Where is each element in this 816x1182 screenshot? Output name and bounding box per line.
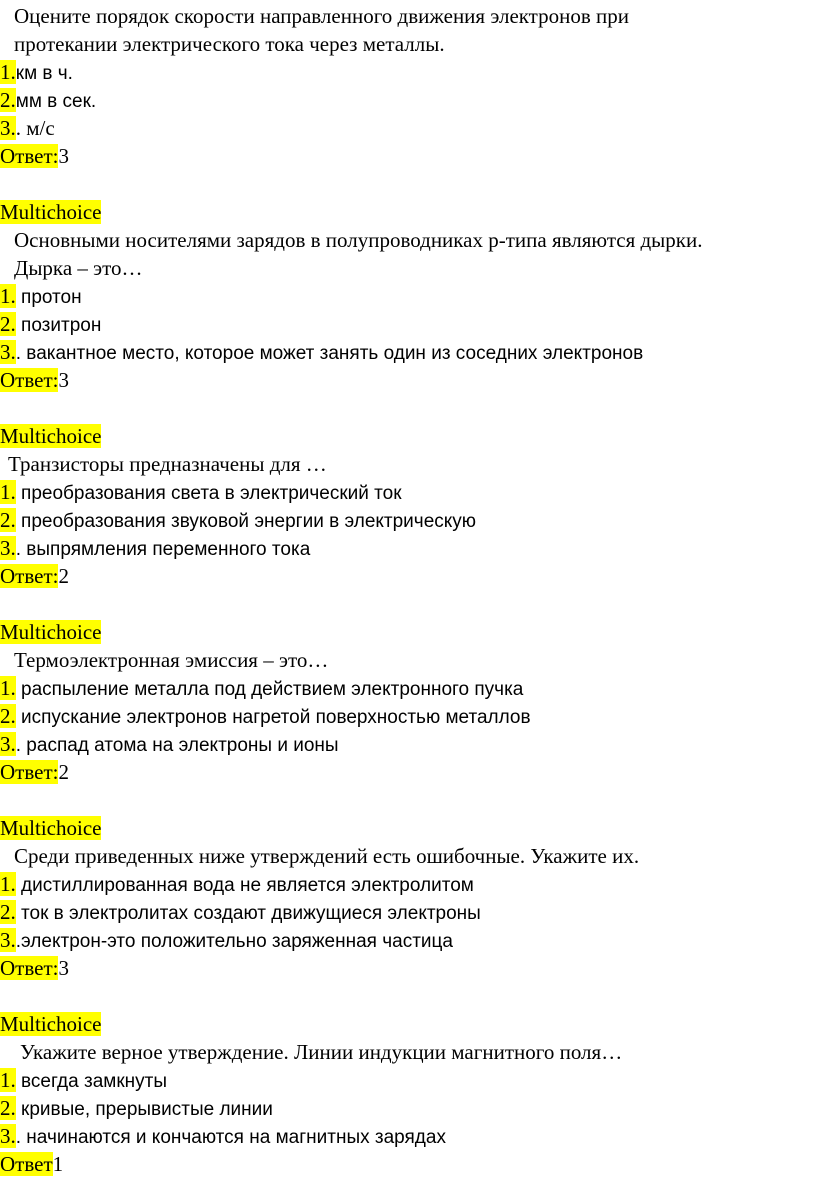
option-number: 2. xyxy=(0,508,16,532)
option-text: всегда замкнуты xyxy=(15,1071,167,1092)
option-3 xyxy=(0,1122,446,1150)
option-text: испускание электронов нагретой поверхностью металлов xyxy=(15,707,531,728)
question-text: Среди приведенных ниже утверждений есть ошибочные. Укажите их. xyxy=(14,844,640,868)
option-number: 2. xyxy=(0,312,16,336)
option-text: ток в электролитах создают движущиеся электроны xyxy=(15,903,481,924)
option-text: протон xyxy=(15,287,82,308)
option-number: 1. xyxy=(0,676,16,700)
option-1 xyxy=(0,870,474,898)
answer-label: Ответ: xyxy=(0,368,59,392)
option-2 xyxy=(0,86,96,114)
question-text: Основными носителями зарядов в полупроводниках p-типа являются дырки. xyxy=(14,228,703,252)
option-number: 2. xyxy=(0,88,16,112)
question-type xyxy=(0,422,101,450)
option-number: 3. xyxy=(0,536,16,560)
answer-line xyxy=(0,954,69,982)
answer-label: Ответ xyxy=(0,1152,53,1176)
option-text: . начинаются и кончаются на магнитных зарядах xyxy=(15,1127,446,1148)
option-number: 2. xyxy=(0,900,16,924)
option-3 xyxy=(0,730,339,758)
answer-line xyxy=(0,562,69,590)
answer-value: 2 xyxy=(58,760,69,784)
answer-label: Ответ: xyxy=(0,144,59,168)
option-text: . вакантное место, которое может занять один из соседних электронов xyxy=(15,343,644,364)
answer-line xyxy=(0,758,69,786)
question-text: Оцените порядок скорости направленного движения электронов при xyxy=(14,4,629,28)
option-number: 1. xyxy=(0,284,16,308)
option-number: 2. xyxy=(0,704,16,728)
option-3 xyxy=(0,338,643,366)
question-type xyxy=(0,618,101,646)
option-number: 3. xyxy=(0,732,16,756)
option-3 xyxy=(0,534,310,562)
option-number: 2. xyxy=(0,1096,16,1120)
option-number: 3. xyxy=(0,928,16,952)
option-text: распыление металла под действием электронного пучка xyxy=(15,679,524,700)
option-number: 3. xyxy=(0,1124,16,1148)
answer-value: 3 xyxy=(58,144,69,168)
answer-line xyxy=(0,1150,63,1178)
option-text: кривые, прерывистые линии xyxy=(15,1099,273,1120)
option-2 xyxy=(0,702,531,730)
option-1 xyxy=(0,58,73,86)
question-type-label: Multichoice xyxy=(0,424,102,448)
answer-value: 2 xyxy=(58,564,69,588)
question-type xyxy=(0,814,101,842)
option-number: 3. xyxy=(0,116,16,140)
option-text: преобразования света в электрический ток xyxy=(15,483,402,504)
answer-value: 1 xyxy=(52,1152,64,1176)
question-text: Укажите верное утверждение. Линии индукции магнитного поля… xyxy=(20,1040,623,1064)
answer-line xyxy=(0,366,69,394)
option-number: 1. xyxy=(0,480,16,504)
option-2 xyxy=(0,506,476,534)
option-1 xyxy=(0,1066,167,1094)
question-type xyxy=(0,198,101,226)
question-type-label: Multichoice xyxy=(0,620,102,644)
answer-line xyxy=(0,142,69,170)
option-3 xyxy=(0,926,453,954)
option-number: 3. xyxy=(0,340,16,364)
option-text: . м/с xyxy=(15,116,55,140)
option-number: 1. xyxy=(0,1068,16,1092)
answer-value: 3 xyxy=(58,956,69,980)
option-1 xyxy=(0,282,82,310)
option-1 xyxy=(0,478,402,506)
option-text: преобразования звуковой энергии в электрическую xyxy=(15,511,477,532)
question-text: протекании электрического тока через металлы. xyxy=(14,32,445,56)
question-text: Дырка – это… xyxy=(14,256,143,280)
option-text: мм в сек. xyxy=(15,91,97,112)
question-type-label: Multichoice xyxy=(0,200,102,224)
answer-label: Ответ: xyxy=(0,956,59,980)
option-text: км в ч. xyxy=(15,63,73,84)
option-2 xyxy=(0,1094,273,1122)
option-text: . распад атома на электроны и ионы xyxy=(15,735,339,756)
option-text: . выпрямления переменного тока xyxy=(15,539,311,560)
option-2 xyxy=(0,898,481,926)
question-type-label: Multichoice xyxy=(0,816,102,840)
option-text: дистиллированная вода не является электролитом xyxy=(15,875,474,896)
option-text: позитрон xyxy=(15,315,102,336)
answer-label: Ответ: xyxy=(0,760,59,784)
question-text: Термоэлектронная эмиссия – это… xyxy=(14,648,329,672)
answer-label: Ответ: xyxy=(0,564,59,588)
question-text: Транзисторы предназначены для … xyxy=(8,452,327,476)
option-2 xyxy=(0,310,101,338)
question-type xyxy=(0,1010,101,1038)
option-text: .электрон-это положительно заряженная частица xyxy=(15,931,453,952)
option-1 xyxy=(0,674,523,702)
option-number: 1. xyxy=(0,60,16,84)
option-3 xyxy=(0,114,55,142)
question-type-label: Multichoice xyxy=(0,1012,102,1036)
option-number: 1. xyxy=(0,872,16,896)
answer-value: 3 xyxy=(58,368,69,392)
